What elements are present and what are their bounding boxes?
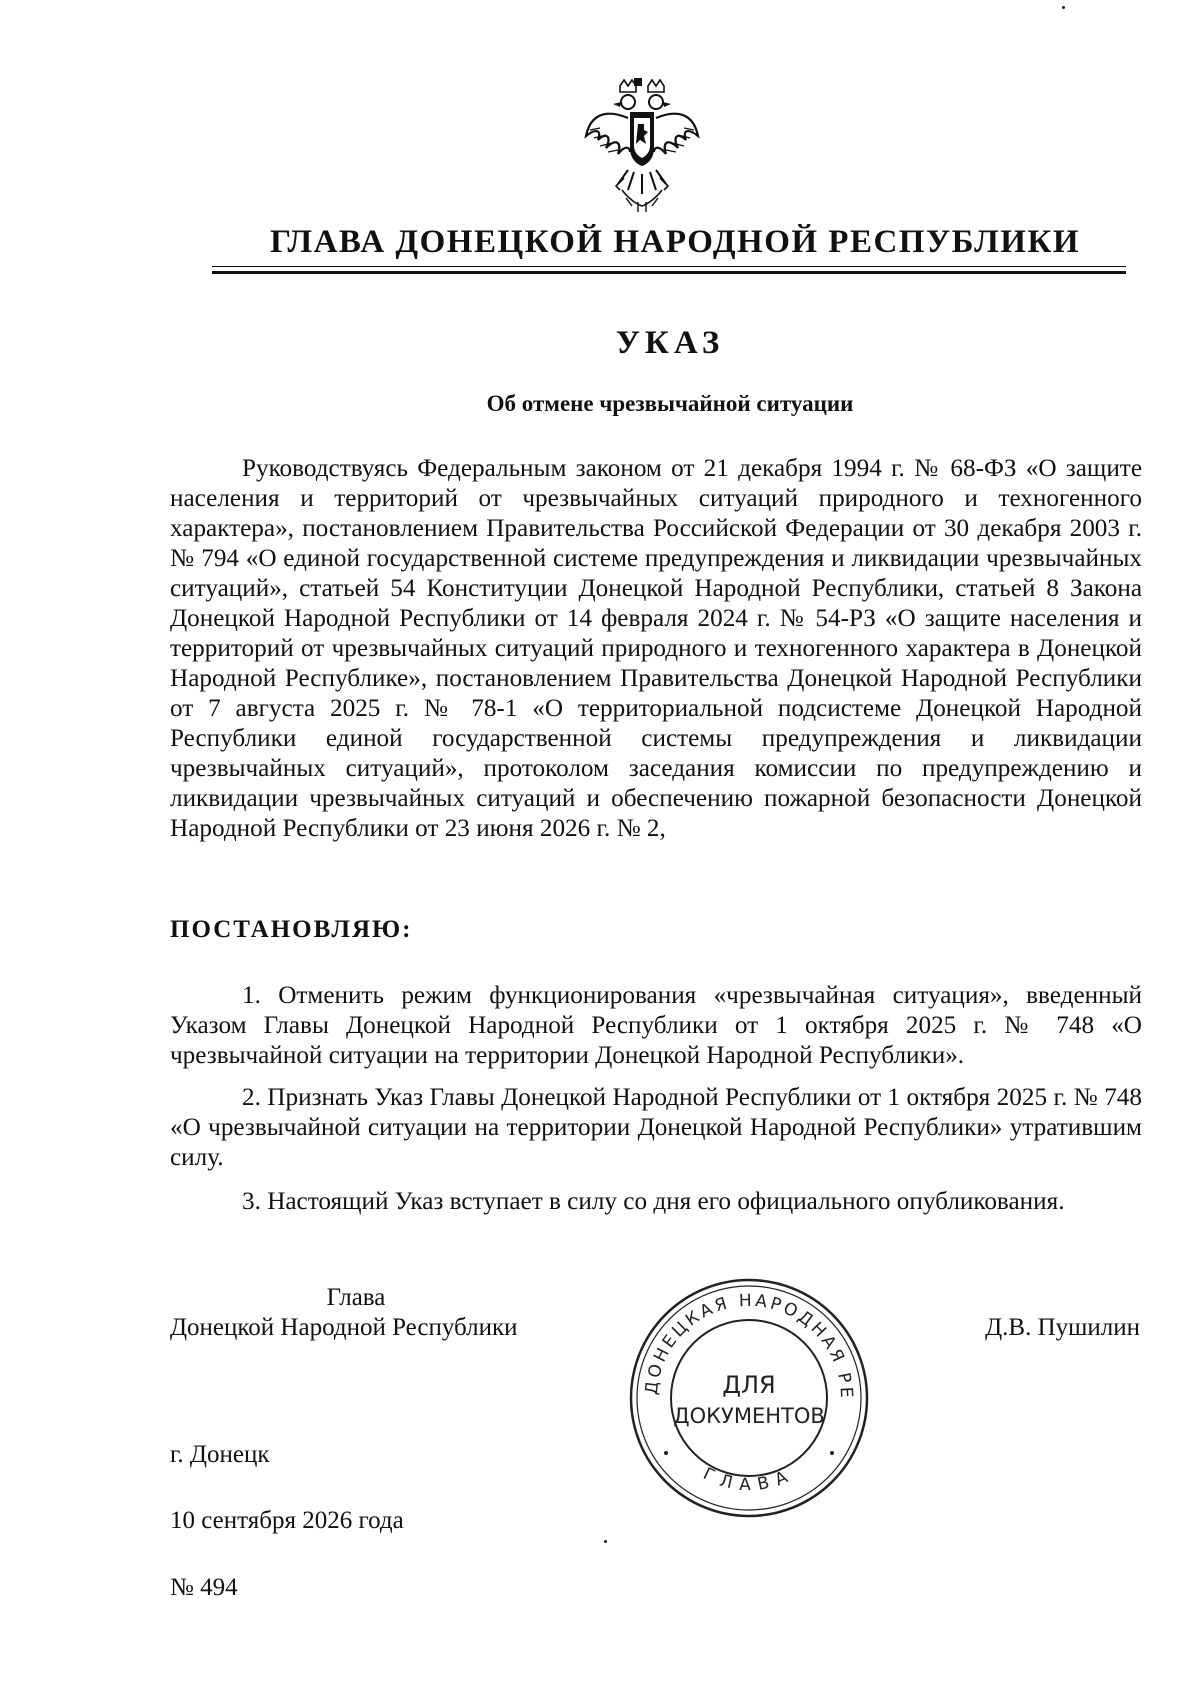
seal-bottom-text: ГЛАВА [699, 1464, 799, 1496]
signatory-position-line2: Донецкой Народной Республики [170, 1314, 518, 1341]
scan-speck [1062, 6, 1065, 9]
seal-center-line2: ДОКУМЕНТОВ [673, 1404, 825, 1428]
svg-text:ГЛАВА [700, 1464, 798, 1495]
document-subject: Об отмене чрезвычайной ситуации [486, 391, 854, 416]
scan-speck [604, 1540, 607, 1543]
place-of-signing: г. Донецк [170, 1441, 270, 1468]
preamble-paragraph: Руководствуясь Федеральным законом от 21 декабря 1994 г. № 68-ФЗ «О защите населения и территорий от чрезвычайных ситуаций природного и техногенного характера», постановлением Правительства Российской Федерации от 30 декабря 2003 г. № 794 «О единой государственной системе предупреждения и ликвидации чрезвычайных ситуаций», статьей 54 Конституции Донецкой Народной Республики, статьей 8 Закона Донецкой Народной Республики от 14 февраля 2024 г. № 54-РЗ «О защите населения и территорий от чрезвычайных ситуаций природного и техногенного характера в Донецкой Народной Республике», постановлением Правительства Донецкой Народной Республики от 7 августа 2025 г. № 78-1 «О территориальной подсистеме Донецкой Народной Республики единой государственной системы предупреждения и ликвидации чрезвычайных ситуаций», протоколом заседания комиссии по предупреждению и ликвидации чрезвычайных ситуаций и обеспечению пожарной безопасности Донецкой Народной Республики от 23 июня 2026 г. № 2, [170, 455, 1142, 842]
signatory-position [170, 1283, 542, 1343]
decree-heading: ПОСТАНОВЛЯЮ: [170, 916, 413, 943]
official-seal-stamp [628, 1277, 870, 1519]
header-rule-thin [212, 266, 1126, 267]
signatory-position-line1: Глава [326, 1284, 386, 1311]
signatory-name: Д.В. Пушилин [985, 1314, 1140, 1341]
date-of-signing: 10 сентября 2026 года [170, 1507, 404, 1534]
decree-item-3: 3. Настоящий Указ вступает в силу со дня его официального опубликования. [242, 1188, 1065, 1215]
issuing-authority: ГЛАВА ДОНЕЦКОЙ НАРОДНОЙ РЕСПУБЛИКИ [269, 224, 1081, 260]
header-rule-thick [212, 271, 1126, 274]
seal-outer-text: ДОНЕЦКАЯ НАРОДНАЯ РЕ [641, 1290, 857, 1402]
coat-of-arms-icon [584, 78, 700, 216]
decree-item-1: 1. Отменить режим функционирования «чрезвычайная ситуация», введенный Указом Главы Донецкой Народной Республики от 1 октября 2025 г. № 748 «О чрезвычайной ситуации на территории Донецкой Народной Республики». [170, 982, 1142, 1069]
decree-item-2: 2. Признать Указ Главы Донецкой Народной Республики от 1 октября 2025 г. № 748 «О чрезвычайной ситуации на территории Донецкой Народной Республики» утратившим силу. [170, 1084, 1142, 1171]
decree-number: № 494 [170, 1574, 238, 1601]
seal-center-line1: ДЛЯ [722, 1371, 776, 1399]
document-type: УКАЗ [615, 325, 725, 361]
